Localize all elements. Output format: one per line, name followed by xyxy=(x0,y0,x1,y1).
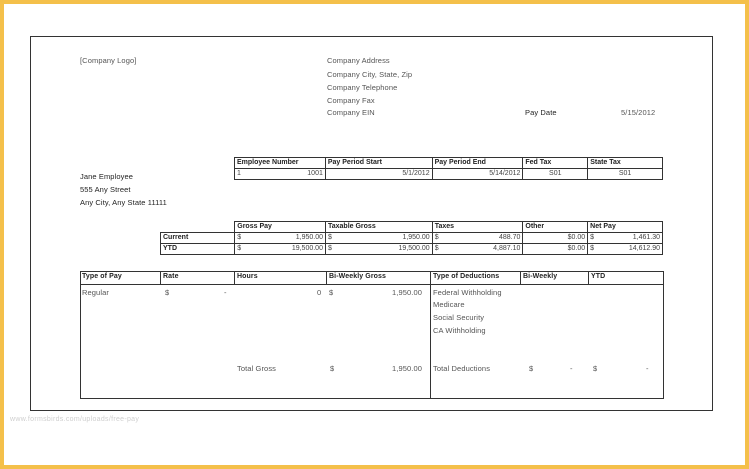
summary-row-ytd xyxy=(161,244,663,255)
row-label-current: Current xyxy=(161,233,235,244)
detail-col-divider xyxy=(326,271,327,285)
detail-col-divider xyxy=(234,271,235,285)
header-employee-number: Employee Number xyxy=(235,158,326,169)
total-gross-value: 1,950.00 xyxy=(392,364,422,373)
current-gross: $ 1,950.00 xyxy=(235,233,326,244)
deduction-ca-withholding: CA Withholding xyxy=(433,326,486,335)
pay-period-end: 5/14/2012 xyxy=(432,169,523,180)
gross-value: 1,950.00 xyxy=(392,288,422,297)
detail-col-divider xyxy=(520,271,521,285)
total-deductions-symbol: $ xyxy=(529,364,534,373)
ytd-gross: $ 19,500.00 xyxy=(235,244,326,255)
header-ytd: YTD xyxy=(591,273,606,280)
summary-row-current xyxy=(161,233,663,244)
employee-index: 1 xyxy=(237,170,241,177)
ytd-taxes: $ 4,887.10 xyxy=(432,244,523,255)
company-telephone: Company Telephone xyxy=(327,83,398,92)
detail-col-divider xyxy=(430,271,431,399)
detail-header-divider xyxy=(80,284,664,285)
company-address: Company Address xyxy=(327,56,390,65)
header-hours: Hours xyxy=(237,273,258,280)
header-fed-tax: Fed Tax xyxy=(523,158,588,169)
header-taxable-gross: Taxable Gross xyxy=(325,222,432,233)
watermark-text: www.formsbirds.com/uploads/free-pay xyxy=(10,416,140,423)
deduction-medicare: Medicare xyxy=(433,300,465,309)
pay-summary-table xyxy=(160,221,663,255)
pay-date-value: 5/15/2012 xyxy=(621,108,656,117)
header-biweekly-gross: Bi-Weekly Gross xyxy=(329,273,387,280)
rate-symbol: $ xyxy=(165,288,170,297)
header-gross-pay: Gross Pay xyxy=(235,222,326,233)
company-fax: Company Fax xyxy=(327,96,375,105)
gross-symbol: $ xyxy=(329,288,334,297)
header-taxes: Taxes xyxy=(432,222,523,233)
total-deductions-label: Total Deductions xyxy=(433,364,491,373)
detail-col-divider xyxy=(160,271,161,285)
header-type-of-deductions: Type of Deductions xyxy=(433,273,500,280)
total-ytd-symbol: $ xyxy=(593,364,598,373)
company-logo-placeholder: [Company Logo] xyxy=(80,56,137,65)
header-biweekly: Bi-Weekly xyxy=(523,273,558,280)
summary-corner xyxy=(161,222,235,233)
total-gross-symbol: $ xyxy=(330,364,335,373)
deduction-federal-withholding: Federal Withholding xyxy=(433,288,502,297)
total-gross-label: Total Gross xyxy=(237,364,277,373)
pay-period-start: 5/1/2012 xyxy=(325,169,432,180)
total-ytd-value: - xyxy=(646,364,649,373)
state-tax: S01 xyxy=(588,169,663,180)
current-net: $ 1,461.30 xyxy=(588,233,663,244)
company-city: Company City, State, Zip xyxy=(327,70,413,79)
ytd-other: $0.00 xyxy=(523,244,588,255)
header-other: Other xyxy=(523,222,588,233)
header-state-tax: State Tax xyxy=(588,158,663,169)
employee-info-table xyxy=(234,157,663,180)
header-net-pay: Net Pay xyxy=(588,222,663,233)
employee-street: 555 Any Street xyxy=(80,185,131,194)
rate-value: - xyxy=(224,288,227,297)
header-type-of-pay: Type of Pay xyxy=(82,273,122,280)
fed-tax: S01 xyxy=(523,169,588,180)
current-taxable: $ 1,950.00 xyxy=(325,233,432,244)
header-pay-period-end: Pay Period End xyxy=(432,158,523,169)
employee-city: Any City, Any State 11111 xyxy=(80,198,167,207)
total-deductions-value: - xyxy=(570,364,573,373)
employee-number: 1001 xyxy=(307,170,323,177)
header-rate: Rate xyxy=(163,273,179,280)
current-taxes: $ 488.70 xyxy=(432,233,523,244)
row-label-ytd: YTD xyxy=(161,244,235,255)
deduction-social-security: Social Security xyxy=(433,313,485,322)
company-ein: Company EIN xyxy=(327,108,375,117)
header-pay-period-start: Pay Period Start xyxy=(325,158,432,169)
employee-name: Jane Employee xyxy=(80,172,133,181)
current-other: $0.00 xyxy=(523,233,588,244)
ytd-taxable: $ 19,500.00 xyxy=(325,244,432,255)
detail-col-divider xyxy=(588,271,589,285)
employee-number-cell xyxy=(235,169,326,180)
pay-date-label: Pay Date xyxy=(525,108,557,117)
hours-value: 0 xyxy=(317,288,322,297)
pay-type-regular: Regular xyxy=(82,288,109,297)
ytd-net: $ 14,612.90 xyxy=(588,244,663,255)
